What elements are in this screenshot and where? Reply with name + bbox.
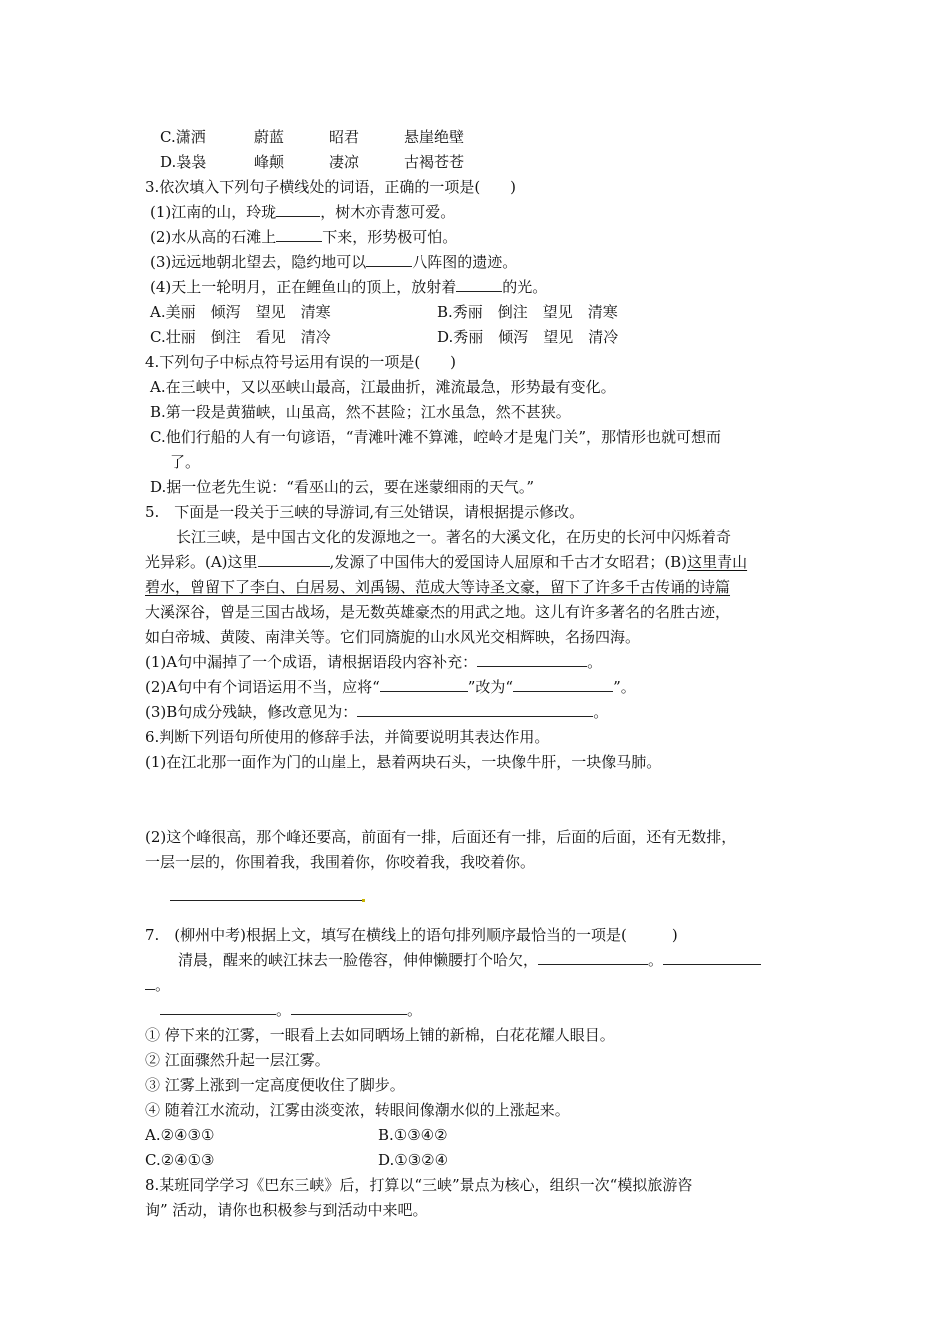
- q5-p2-c: ；(B): [649, 553, 688, 571]
- q6-answer-marker: [362, 899, 365, 902]
- q5-q1-end: 。: [587, 653, 603, 671]
- q4-option-c-line2: 了。: [170, 453, 201, 471]
- q7-p1-text: 清晨，醒来的峡江抹去一脸倦容，伸伸懒腰打个哈欠，: [178, 951, 539, 969]
- q7-p3-end: 。: [407, 1001, 423, 1019]
- q3-sentence-4: [150, 277, 547, 297]
- q7-blank-4[interactable]: [291, 1000, 407, 1015]
- q7-blank-2a[interactable]: [663, 950, 761, 965]
- q6-sentence-2-line2: 一层一层的，你围着我，我围着你，你咬着我，我咬着你。: [145, 853, 536, 871]
- q3-s4-after: 的光。: [502, 278, 548, 296]
- q6-stem: 6.判断下列语句所使用的修辞手法，并简要说明其表达作用。: [145, 728, 550, 746]
- q7-p3-mid: 。: [276, 1001, 292, 1019]
- q3-s4-before: (4)天上一轮明月，正在鲤鱼山的顶上，放射着: [150, 278, 457, 296]
- q7-stem: 7. (柳州中考)根据上文，填写在横线上的语句排列顺序最恰当的一项是( ): [145, 926, 678, 944]
- q3-s3-after: 八阵图的遗迹。: [412, 253, 518, 271]
- q3-s1-after: ，树木亦青葱可爱。: [320, 203, 456, 221]
- q5-idiom-blank[interactable]: [258, 552, 330, 567]
- q4-option-b: B.第一段是黄猫峡，山虽高，然不甚险；江水虽急，然不甚狭。: [150, 403, 571, 421]
- q5-q2-blank-2[interactable]: [513, 677, 613, 692]
- q2-c-word1: C.潇洒: [160, 128, 206, 146]
- q3-s2-blank[interactable]: [276, 227, 322, 242]
- q7-blank-1[interactable]: [538, 950, 648, 965]
- q3-s2-after: 下来，形势极可怕。: [322, 228, 458, 246]
- q5-stem: 5. 下面是一段关于三峡的导游词,有三处错误，请根据提示修改。: [145, 503, 585, 521]
- q4-option-d: D.据一位老先生说：“看巫山的云，要在迷蒙细雨的天气。”: [150, 478, 535, 496]
- q5-para-line2: [145, 552, 747, 572]
- q7-item-1: ① 停下来的江雾，一眼看上去如同晒场上铺的新棉，白花花耀人眼目。: [145, 1026, 615, 1044]
- q4-stem: 4.下列句子中标点符号运用有误的一项是( ): [145, 353, 457, 371]
- q6-sentence-2-line1: (2)这个峰很高，那个峰还要高，前面有一排，后面还有一排，后面的后面，还有无数排，: [145, 828, 737, 846]
- q3-sentence-2: [150, 227, 457, 247]
- q7-passage-line2: [145, 975, 170, 995]
- q7-item-4: ④ 随着江水流动，江雾由淡变浓，转眼间像潮水似的上涨起来。: [145, 1101, 570, 1119]
- q2-d-word4: 古褐苍苍: [404, 153, 465, 171]
- q7-p1-end: 。: [648, 951, 664, 969]
- q7-item-3: ③ 江雾上涨到一定高度便收住了脚步。: [145, 1076, 405, 1094]
- q6-sentence-1: (1)在江北那一面作为门的山崖上，悬着两块石头，一块像牛肝，一块像马肺。: [145, 753, 662, 771]
- q8-stem-line2: 询” 活动，请你也积极参与到活动中来吧。: [145, 1201, 428, 1219]
- q3-s1-before: (1)江南的山，玲珑: [150, 203, 277, 221]
- q5-para-line1: 长江三峡，是中国古文化的发源地之一。著名的大溪文化，在历史的长河中闪烁着奇: [176, 528, 732, 546]
- q5-p2-d: 这里青山: [687, 553, 748, 571]
- q7-p2-end: 。: [155, 976, 171, 994]
- q3-option-d: D.秀丽 倾泻 望见 清冷: [437, 328, 619, 346]
- q5-p2-b: ,发源了中国伟大的爱国诗人屈原和千古才女昭君: [329, 553, 650, 571]
- q3-option-c: C.壮丽 倒注 看见 清冷: [150, 328, 331, 346]
- q3-s4-blank[interactable]: [456, 277, 502, 292]
- q5-q3-text: (3)B句成分残缺，修改意见为：: [145, 703, 358, 721]
- q3-stem: 3.依次填入下列句子横线处的词语，正确的一项是( ): [145, 178, 517, 196]
- q5-question-3: [145, 702, 608, 722]
- q4-option-c-line1: C.他们行船的人有一句谚语，“青滩叶滩不算滩，崆岭才是鬼门关”，那情形也就可想而: [150, 428, 722, 446]
- q4-option-a: A.在三峡中，又以巫峡山最高，江最曲折，滩流最急，形势最有变化。: [150, 378, 616, 396]
- q7-item-2: ② 江面骤然升起一层江雾。: [145, 1051, 330, 1069]
- q3-s3-before: (3)远远地朝北望去，隐约地可以: [150, 253, 367, 271]
- q5-q2-text: (2)A句中有个词语运用不当，应将“: [145, 678, 380, 696]
- q7-option-d: D.①③②④: [378, 1151, 449, 1169]
- q7-passage-line3: [160, 1000, 422, 1020]
- q7-option-a: A.②④③①: [145, 1126, 215, 1144]
- q5-para-line3: 碧水，曾留下了李白、白居易、刘禹锡、范成大等诗圣文豪，留下了许多千古传诵的诗篇: [145, 578, 731, 596]
- q5-q1-text: (1)A句中漏掉了一个成语，请根据语段内容补充：: [145, 653, 478, 671]
- q5-q2-end: ”。: [613, 678, 636, 696]
- q7-blank-3[interactable]: [160, 1000, 276, 1015]
- q5-p2-a: 光异彩。(A)这里: [145, 553, 258, 571]
- q3-sentence-1: [150, 202, 455, 222]
- q6-answer-line[interactable]: [170, 900, 362, 901]
- q2-d-word3: 凄凉: [329, 153, 360, 171]
- q5-q3-blank[interactable]: [357, 702, 593, 717]
- q5-q2-mid: ”改为“: [467, 678, 514, 696]
- q7-option-b: B.①③④②: [378, 1126, 448, 1144]
- q8-stem-line1: 8.某班同学学习《巴东三峡》后，打算以“三峡”景点为核心，组织一次“模拟旅游咨: [145, 1176, 693, 1194]
- q7-passage-line1: [178, 950, 761, 970]
- q3-s2-before: (2)水从高的石滩上: [150, 228, 277, 246]
- q5-q1-blank[interactable]: [477, 652, 587, 667]
- q5-para-line5: 如白帝城、黄陵、南津关等。它们同旖旎的山水风光交相辉映，名扬四海。: [145, 628, 641, 646]
- q5-q3-end: 。: [593, 703, 609, 721]
- q5-q2-blank-1[interactable]: [380, 677, 468, 692]
- q2-c-word2: 蔚蓝: [254, 128, 285, 146]
- q2-d-word1: D.袅袅: [160, 153, 207, 171]
- q5-question-1: [145, 652, 602, 672]
- q7-blank-2b[interactable]: [145, 975, 155, 990]
- q3-s1-blank[interactable]: [276, 202, 320, 217]
- q3-sentence-3: [150, 252, 517, 272]
- q5-question-2: [145, 677, 636, 697]
- q3-option-b: B.秀丽 倒注 望见 清寒: [437, 303, 618, 321]
- q5-para-line4: 大溪深谷，曾是三国古战场，是无数英雄豪杰的用武之地。这儿有许多著名的名胜古迹，: [145, 603, 731, 621]
- q3-option-a: A.美丽 倾泻 望见 清寒: [150, 303, 331, 321]
- q3-s3-blank[interactable]: [366, 252, 412, 267]
- q2-d-word2: 峰颠: [254, 153, 285, 171]
- q2-c-word3: 昭君: [329, 128, 360, 146]
- q2-c-word4: 悬崖绝壁: [404, 128, 465, 146]
- q7-option-c: C.②④①③: [145, 1151, 215, 1169]
